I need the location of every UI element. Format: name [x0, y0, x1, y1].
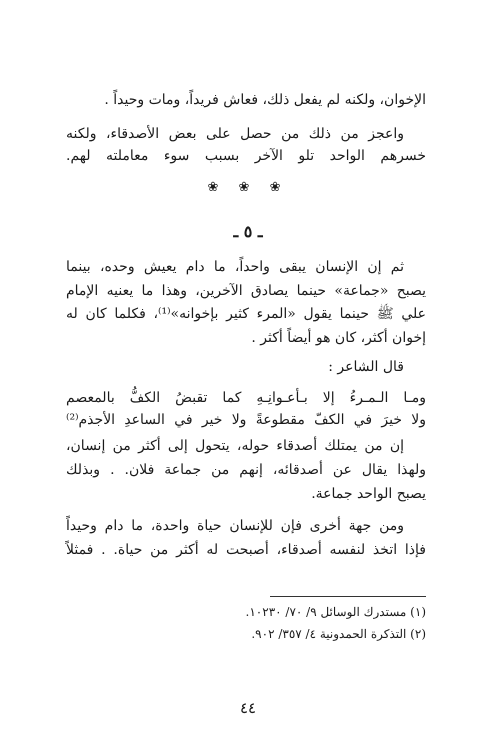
- footnote-divider: [270, 596, 426, 597]
- paragraph-line: فإذا اتخذ لنفسه أصدقاء، أصبحت له أكثر من حياة. . فمثلاً: [66, 542, 426, 558]
- footnote: (١) مستدرك الوسائل ٩/ ٧٠/ ١٠٢٣٠.: [245, 605, 426, 619]
- paragraph-line: واعجز من ذلك من حصل على بعض الأصدقاء، ولكنه: [66, 126, 404, 142]
- poet-intro: قال الشاعر :: [328, 359, 404, 375]
- paragraph-line: إخوان أكثر، كان هو أيضاً أكثر .: [251, 330, 426, 346]
- section-number: ـ ٥ ـ: [233, 222, 263, 241]
- paragraph-line: إن من يمتلك أصدقاء حوله، يتحول إلى أكثر من إنسان،: [66, 438, 404, 454]
- paragraph-line: ومن جهة أخرى فإن للإنسان حياة واحدة، ما دام وحيداً: [66, 518, 404, 534]
- page-number: ٤٤: [239, 699, 257, 717]
- paragraph-line: خسرهم الواحد تلو الآخر بسبب سوء معاملته لهم.: [66, 148, 426, 164]
- paragraph-line: ثم إن الإنسان يبقى واحداً، ما دام يعيش وحده، بينما: [66, 259, 404, 275]
- footnote: (٢) التذكرة الحمدونية ٤/ ٣٥٧/ ٩٠٢.: [251, 627, 426, 641]
- paragraph-line: علي ﷺ حينما يقول «المرء كثير بإخوانه»⁽¹⁾، فكلما كان له: [66, 306, 427, 322]
- verse-line: ومـا الـمـرءُ إلا بـأعـوانِـهِ كما تقبضُ الكفُّ بالمعصم: [66, 390, 426, 406]
- paragraph-line: يصبح «جماعة» حينما يصادق الآخرين، وهذا ما يعنيه الإمام: [66, 283, 426, 299]
- verse-line: ولا خيرَ في الكفّ مقطوعةً ولا خير في الساعدِ الأجذم⁽²⁾: [66, 412, 426, 428]
- paragraph-line: الإخوان، ولكنه لم يفعل ذلك، فعاش فريداً، ومات وحيداً .: [104, 92, 426, 108]
- section-separator: ❀ ❀ ❀: [207, 180, 289, 195]
- paragraph-line: ولهذا يقال عن أصدقائه، إنهم من جماعة فلان. . وبذلك: [66, 462, 426, 478]
- paragraph-line: يصبح الواحد جماعة.: [311, 486, 426, 502]
